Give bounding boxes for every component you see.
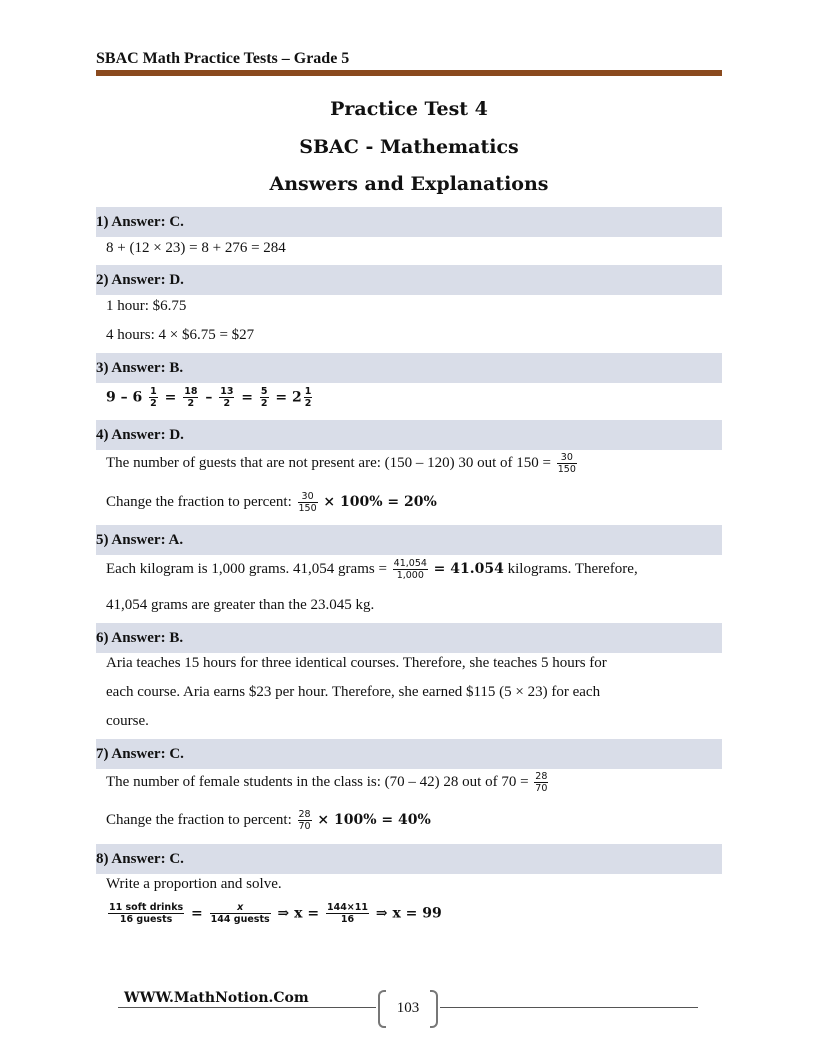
answer-6-line-3: course. <box>106 713 149 729</box>
page-header-title: SBAC Math Practice Tests – Grade 5 <box>96 50 350 67</box>
answer-5-line-1: Each kilogram is 1,000 grams. 41,054 grams = $\frac{41,054}{1,000}$ = 41.054 kilograms. Therefore, <box>106 558 638 581</box>
answer-8-line-1: Write a proportion and solve. <box>106 876 282 892</box>
answer-5-header: 5) Answer: A. <box>96 525 722 555</box>
fraction: $\frac{x}{\text{144 guests}}$ <box>210 902 270 925</box>
answer-6-header: 6) Answer: B. <box>96 623 722 653</box>
footer-rule-left <box>118 1007 376 1008</box>
title-practice-test: Practice Test 4 <box>330 98 488 120</box>
footer-website: WWW.MathNotion.Com <box>124 990 309 1006</box>
title-block <box>96 96 722 209</box>
fraction: $\frac{28}{70}$ <box>535 771 548 794</box>
fraction: $\frac{1}{2}$ <box>304 386 312 409</box>
answer-8-proportion: $\frac{\text{11 soft drinks}}{\text{16 guests}}$ = $\frac{x}{\text{144 guests}}$ ⇒ x = $\frac{144\times 11}{16}$ ⇒ x = 99 <box>109 902 442 925</box>
title-subject: SBAC - Mathematics <box>299 135 519 158</box>
fraction: $\frac{18}{2}$ <box>184 386 198 409</box>
fraction: $\frac{144\times 11}{16}$ <box>326 902 368 925</box>
answer-4-line-2: Change the fraction to percent: $\frac{30}{150}$ × 100% = 20% <box>106 491 437 514</box>
answer-4-header: 4) Answer: D. <box>96 420 722 450</box>
answer-1-header: 1) Answer: C. <box>96 207 722 237</box>
answer-2-line-2: 4 hours: 4 × $6.75 = $27 <box>106 327 255 343</box>
answer-3-header: 3) Answer: B. <box>96 353 722 383</box>
answer-4-line-1: The number of guests that are not present are: (150 – 120) 30 out of 150 = $\frac{30}{150}$ <box>106 452 576 475</box>
answer-7-line-2: Change the fraction to percent: $\frac{28}{70}$ × 100% = 40% <box>106 809 431 832</box>
fraction: $\frac{1}{2}$ <box>150 386 157 409</box>
header-rule <box>96 70 722 76</box>
answer-2-header: 2) Answer: D. <box>96 265 722 295</box>
answer-2-line-1: 1 hour: $6.75 <box>106 298 187 314</box>
answer-5-line-2: 41,054 grams are greater than the 23.045 kg. <box>106 597 375 613</box>
fraction: $\frac{30}{150}$ <box>557 452 576 475</box>
fraction: $\frac{41,054}{1,000}$ <box>393 558 427 581</box>
answer-6-line-1: Aria teaches 15 hours for three identical courses. Therefore, she teaches 5 hours for <box>106 655 607 671</box>
page-number: 103 <box>396 1000 420 1016</box>
fraction: $\frac{30}{150}$ <box>298 491 317 514</box>
answer-3-math: 9 – 6 $\frac{1}{2}$ = $\frac{18}{2}$ – $\frac{13}{2}$ = $\frac{5}{2}$ = 2 $\frac{1}{2}$ <box>106 386 312 409</box>
title-answers: Answers and Explanations <box>269 173 549 195</box>
answer-7-header: 7) Answer: C. <box>96 739 722 769</box>
fraction: $\frac{5}{2}$ <box>260 386 268 409</box>
fraction: $\frac{\text{11 soft drinks}}{\text{16 guests}}$ <box>109 902 184 925</box>
answer-6-line-2: each course. Aria earns $23 per hour. Therefore, she earned $115 (5 × 23) for each <box>106 684 601 700</box>
fraction: $\frac{28}{70}$ <box>298 809 311 832</box>
fraction: $\frac{13}{2}$ <box>220 386 234 409</box>
footer-rule-right <box>440 1007 698 1008</box>
answer-7-line-1: The number of female students in the class is: (70 – 42) 28 out of 70 = $\frac{28}{70}$ <box>106 771 548 794</box>
answer-8-header: 8) Answer: C. <box>96 844 722 874</box>
answer-1-explanation: 8 + (12 × 23) = 8 + 276 = 284 <box>106 240 286 256</box>
